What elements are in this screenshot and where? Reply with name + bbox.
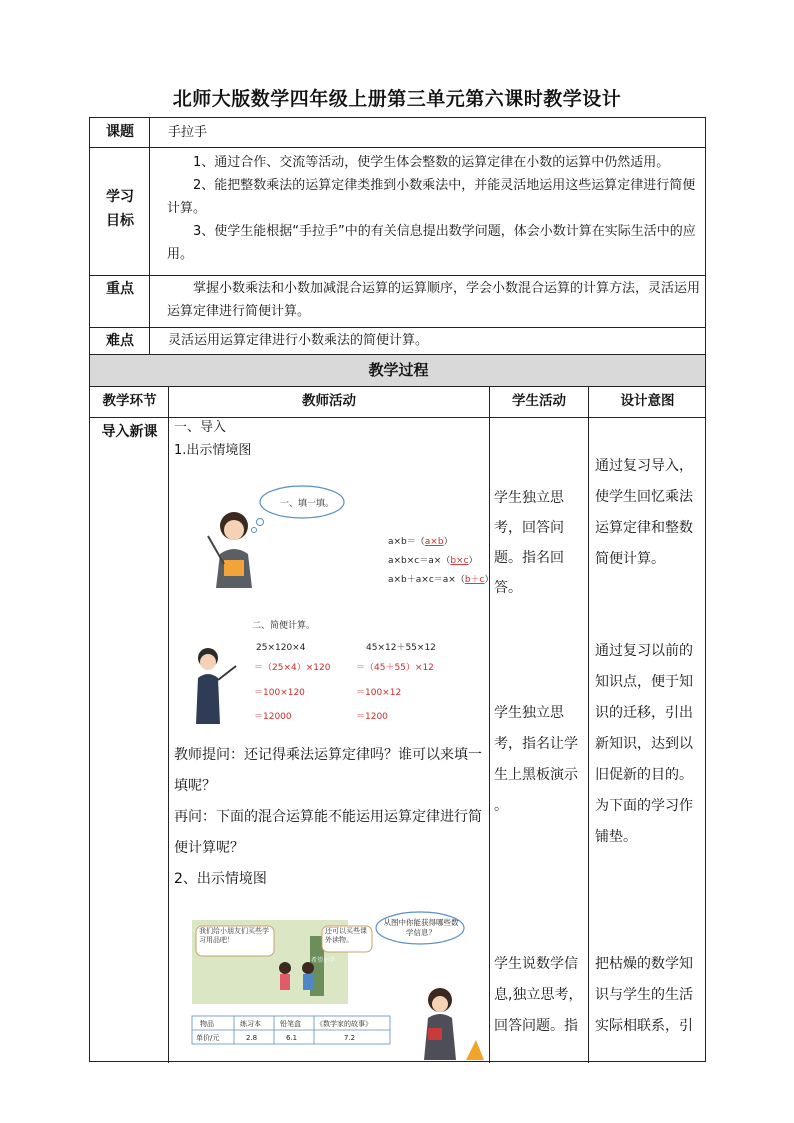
table-header: 物品 [200,1020,214,1028]
formula-1 [388,536,453,547]
school-sign: 希望小学 [311,957,336,964]
key-point-label: 重点 [106,281,134,297]
right-step: ＝（45＋55）×12 [356,663,434,673]
fill-in-figure [190,478,494,588]
row-divider [90,327,705,328]
bubble-text: 一、填一填。 [280,499,335,509]
difficulty-label: 难点 [106,333,134,349]
right-step: ＝1200 [356,712,388,722]
formula-1-end: ） [443,537,453,547]
formula-2-lhs: a×b×c＝a×（ [388,556,451,566]
teacher-bubble-text: 从图中你能获得哪些数学信息？ [383,918,459,937]
col-header-student: 学生活动 [512,393,566,409]
design-intent-1: 通过复习导入，使学生回忆乘法运算定律和整数简便计算。 [595,458,693,567]
col-divider [168,386,169,1063]
price-cell: 6.1 [286,1034,298,1042]
simplify-heading: 二、简便计算。 [252,621,316,631]
row-divider [90,275,705,276]
teacher-question-2: 再问：下面的混合运算能不能运用运算定律进行简便计算呢？ [174,809,482,856]
formula-3 [388,574,494,585]
left-step: ＝100×120 [254,688,305,698]
student-activity-3: 学生说数学信息,独立思考，回答问题。指 [494,956,583,1034]
goal-item: 1、通过合作、交流等活动，使学生体会整数的运算定律在小数的运算中仍然适用。 [193,155,670,170]
key-point-value: 掌握小数乘法和小数加减混合运算的运算顺序，学会小数混合运算的计算方法，灵活运用运算定律进行简便计算。 [167,281,701,319]
teacher-line-show-figure: 1.出示情境图 [174,443,252,458]
shopping-scene-figure [190,910,486,1060]
table-header: 《数学家的故事》 [316,1020,372,1028]
price-cell: 2.8 [246,1034,258,1042]
table-header: 练习本 [240,1020,261,1028]
col-header-stage: 教学环节 [102,393,157,409]
child-speech-text: 还可以买些课外读物。 [325,927,367,944]
goals-label [90,185,150,233]
goals-label-line2: 目标 [106,213,134,229]
col-header-teacher: 教师活动 [302,393,356,409]
design-intent-3: 把枯燥的数学知识与学生的生活实际相联系，引 [595,956,693,1034]
formula-3-end: ） [484,575,494,585]
col-divider [489,386,490,1063]
lesson-plan-table [89,117,706,1062]
goal-item: 2、能把整数乘法的运算定律类推到小数乘法中，并能灵活地运用这些运算定律进行简便计算。 [167,178,696,216]
teacher-woman-icon [424,988,484,1060]
formula-2 [388,555,478,566]
formula-1-lhs: a×b＝（ [388,537,425,547]
difficulty-value: 灵活运用运算定律进行小数乘法的简便计算。 [168,333,429,348]
teacher-questions [174,740,484,894]
student-activity-2 [494,698,588,822]
student-activity-2-text: 学生独立思考，指名让学生上黑板演示 [494,705,578,783]
teacher-woman-icon [208,512,252,588]
teacher-question-1: 教师提问：还记得乘法运算定律吗？谁可以来填一填呢？ [174,747,482,794]
process-header: 教学过程 [368,361,429,379]
formula-2-answer: b×c [450,556,469,566]
goals-label-line1: 学习 [106,189,134,205]
goal-item: 3、使学生能根据“手拉手”中的有关信息提出数学问题，体会小数计算在实际生活中的应用。 [167,224,696,262]
goals-list [149,151,703,266]
formula-2-end: ） [468,556,478,566]
left-expr: 25×120×4 [256,643,306,653]
teacher-intro [174,416,484,462]
topic-value: 手拉手 [168,125,208,140]
row-divider [90,147,705,148]
stage-label: 导入新课 [101,424,158,440]
right-step: ＝100×12 [356,688,402,698]
formula-3-answer: b＋c [464,575,485,585]
teacher-line-intro: 一、导入 [174,420,227,435]
left-step: ＝12000 [254,712,292,722]
simplify-figure [190,618,480,728]
teacher-man-icon [196,648,236,724]
thought-bubble [252,486,345,533]
student-activity-1: 学生独立思考，回答问题。指名回答。 [494,490,564,596]
formula-1-answer: a×b [424,537,444,547]
right-expr: 45×12＋55×12 [366,643,436,653]
student-activity-2-end: 。 [494,798,508,814]
teacher-line-show-figure-2: 2、出示情境图 [174,871,267,887]
page-title: 北师大版数学四年级上册第三单元第六课时教学设计 [172,88,622,110]
col-divider [588,386,589,1063]
child-speech-text: 我们给小朋友们买些学习用品吧！ [199,927,269,944]
col-header-intent: 设计意图 [620,393,675,409]
formula-3-lhs: a×b＋a×c＝a×（ [388,575,465,585]
topic-label: 课题 [106,124,134,140]
price-cell: 7.2 [344,1034,356,1042]
design-intent-2: 通过复习以前的知识点，便于知识的迁移，引出新知识，达到以旧促新的目的。为下面的学习作铺垫。 [595,643,693,845]
left-step: ＝（25×4）×120 [254,663,331,673]
table-row-label: 单价/元 [196,1034,220,1042]
price-table [192,1016,390,1044]
table-header: 铅笔盒 [280,1020,301,1028]
